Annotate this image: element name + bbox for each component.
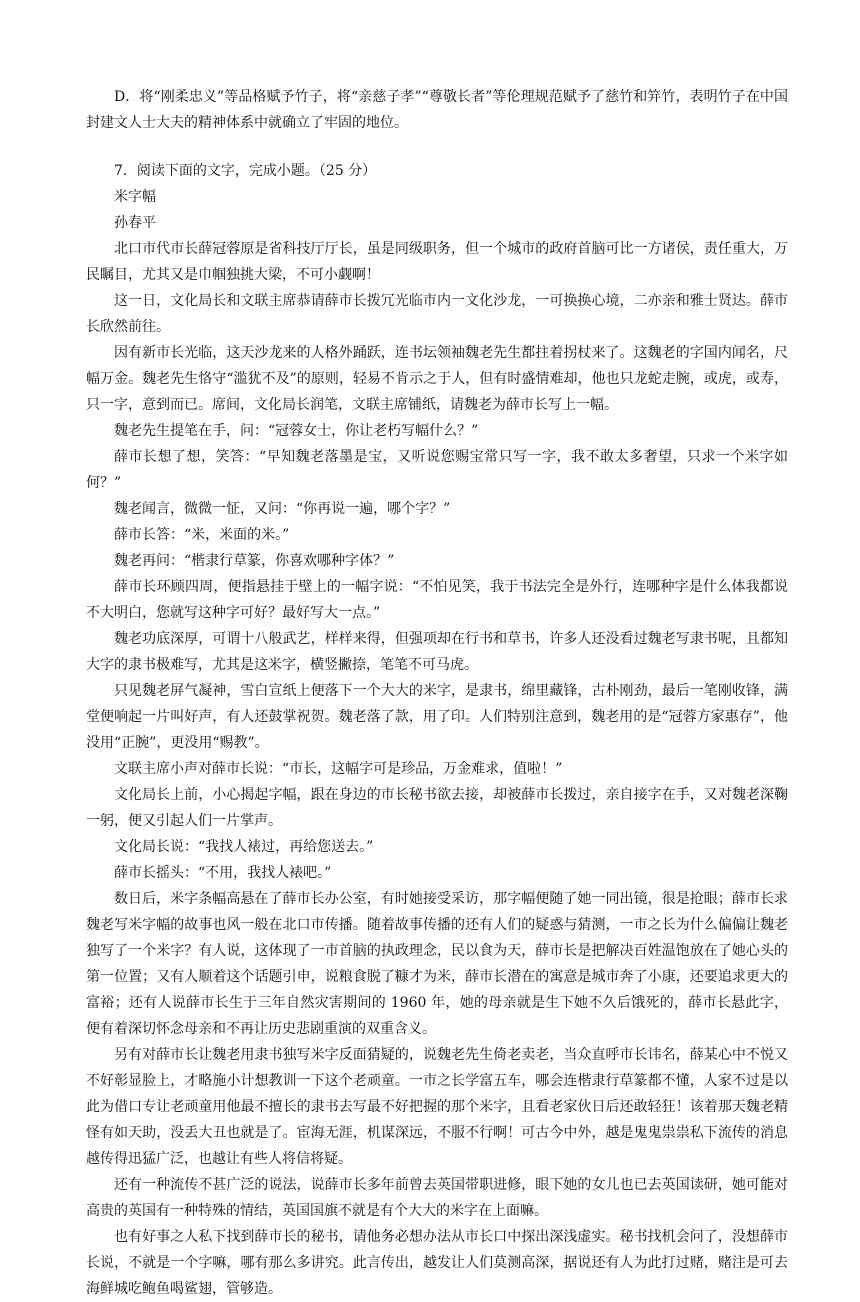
- story-paragraph: 因有新市长光临，这天沙龙来的人格外踊跃，连书坛领袖魏老先生都拄着拐杖来了。这魏老的字国内闻名，尺幅万金。魏老先生恪守“滥犹不及”的原则，轻易不肯示之于人，但有时盛情难却，他也只龙蛇走腕，或虎，或寿，只一字，意到而已。席间，文化局长润笔，文联主席铺纸，请魏老为薛市长写上一幅。: [86, 345, 788, 413]
- story-paragraph: 另有对薛市长让魏老用隶书独写米字反面猜疑的，说魏老先生倚老卖老，当众直呼市长讳名，薛某心中不悦又不好彰显脸上，才略施小计想教训一下这个老顽童。一市之长学富五车，哪会连楷隶行草篆都不懂，人家不过是以此为借口专让老顽童用他最不擅长的隶书去写最不好把握的那个米字，且看老家伙日后还敢轻狂！该着那天魏老精怪有如天助，没丢大丑也就是了。宦海无涯，机谋深远，不服不行啊！可古今中外，越是鬼鬼祟祟私下流传的消息越传得迅猛广泛，也越让有些人将信将疑。: [86, 1047, 788, 1167]
- story-paragraph: 魏老闻言，微微一怔，又问：“你再说一遍，哪个字？”: [114, 501, 451, 517]
- story-paragraph: 数日后，米字条幅高悬在了薛市长办公室，有时她接受采访，那字幅便随了她一同出镜，很是抢眼；薛市长求魏老写米字幅的故事也风一般在北口市传播。随着故事传播的还有人们的疑惑与猜测，一市之长为什么偏偏让魏老独写了一个米字？有人说，这体现了一市首脑的执政理念，民以食为天，薛市长是把解决百姓温饱放在了她心头的第一位置；又有人顺着这个话题引申，说粮食脱了糠才为米，薛市长潜在的寓意是城市奔了小康，还要追求更大的富裕；还有人说薛市长生于三年自然灾害期间的 1960 年，她的母亲就是生下她不久后饿死的，薛市长悬此字，便有着深切怀念母亲和不再让历史悲剧重演的双重含义。: [86, 891, 788, 1037]
- story-paragraph: 魏老先生提笔在手，问：“冠蓉女士，你让老朽写幅什么？”: [114, 423, 479, 439]
- story-paragraph: 文化局长说：“我找人裱过，再给您送去。”: [114, 839, 374, 855]
- story-paragraph: 薛市长想了想，笑答：“早知魏老落墨是宝，又听说您赐宝常只写一字，我不敢太多奢望，只求一个米字如何？”: [86, 449, 788, 491]
- story-paragraph: 薛市长环顾四周，便指悬挂于壁上的一幅字说：“不怕见笑，我于书法完全是外行，连哪种字是什么体我都说不大明白，您就写这种字可好？最好写大一点。”: [86, 579, 788, 621]
- story-paragraph: 魏老再问：“楷隶行草篆，你喜欢哪种字体？”: [114, 553, 395, 569]
- story-paragraph: 还有一种流传不甚广泛的说法，说薛市长多年前曾去英国带职进修，眼下她的女儿也已去英国读研，她可能对高贵的英国有一种特殊的情结，英国国旗不就是有个大大的米字在上面嘛。: [86, 1177, 788, 1219]
- story-paragraph: 文化局长上前，小心揭起字幅，跟在身边的市长秘书欲去接，却被薛市长拨过，亲自接字在手，又对魏老深鞠一躬，便又引起人们一片掌声。: [86, 787, 788, 829]
- story-paragraph: 北口市代市长薛冠蓉原是省科技厅厅长，虽是同级职务，但一个城市的政府首脑可比一方诸侯，责任重大，万民瞩目，尤其又是巾帼独挑大梁，不可小觑啊！: [86, 241, 788, 283]
- story-paragraph: 魏老功底深厚，可谓十八般武艺，样样来得，但强项却在行书和草书，许多人还没看过魏老写隶书呢，且都知大字的隶书极难写，尤其是这米字，横竖撇捺，笔笔不可马虎。: [86, 631, 788, 673]
- story-paragraph: 薛市长答：“米，米面的米。”: [114, 527, 290, 543]
- story-paragraph: 这一日，文化局长和文联主席恭请薛市长拨冗光临市内一文化沙龙，一可换换心境，二亦亲和雅士贤达。薛市长欣然前往。: [86, 293, 788, 335]
- story-paragraph: 文联主席小声对薛市长说：“市长，这幅字可是珍品，万金难求，值啦！”: [114, 761, 563, 777]
- story-author: 孙春平: [114, 215, 156, 231]
- story-title: 米字幅: [114, 189, 156, 205]
- document-page: [86, 84, 788, 1302]
- story-paragraph: 也有好事之人私下找到薛市长的秘书，请他务必想办法从市长口中探出深浅虚实。秘书找机会问了，没想薛市长说，不就是一个字嘛，哪有那么多讲究。此言传出，越发让人们莫测高深，据说还有人为此打过赌，赌注是可去海鲜城吃鲍鱼喝鲨翅，管够造。: [86, 1229, 788, 1297]
- section-gap: [86, 136, 788, 158]
- question-header: 7．阅读下面的文字，完成小题。（25 分）: [114, 163, 377, 179]
- story-paragraph: 薛市长摇头：“不用，我找人裱吧。”: [114, 865, 332, 881]
- option-d-text: D．将“刚柔忠义”等品格赋予竹子，将“亲慈子孝”“尊敬长者”等伦理规范赋予了慈竹和笄竹，表明竹子在中国封建文人士大夫的精神体系中就确立了牢固的地位。: [86, 89, 788, 131]
- story-paragraph: 只见魏老屏气凝神，雪白宣纸上便落下一个大大的米字，是隶书，绵里藏锋，古朴刚劲，最后一笔刚收锋，满堂便响起一片叫好声，有人还鼓掌祝贺。魏老落了款，用了印。人们特别注意到，魏老用的是“冠蓉方家惠存”，他没用“正腕”，更没用“赐教”。: [86, 683, 788, 751]
